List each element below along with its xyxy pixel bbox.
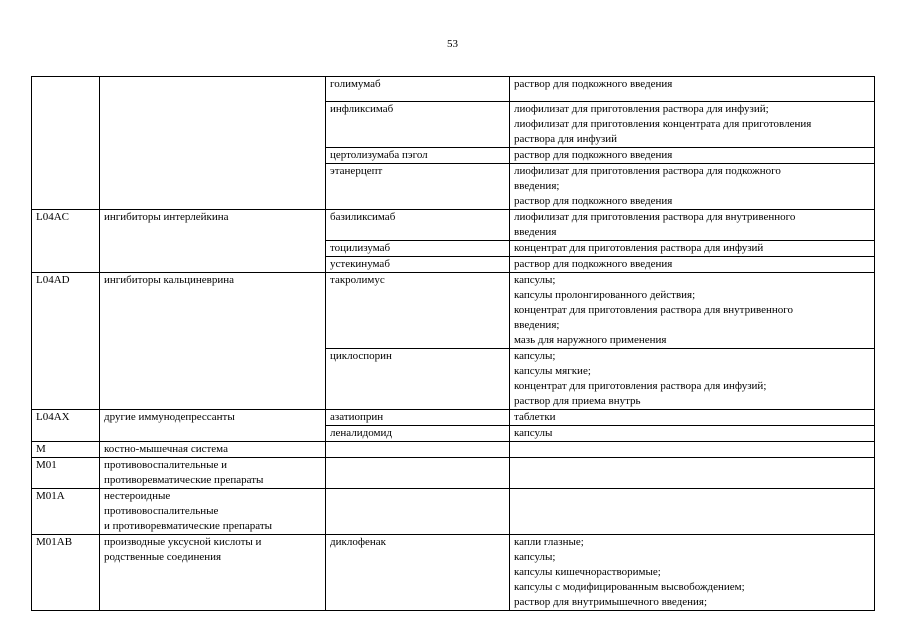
drug-cell: леналидомид [326, 426, 510, 442]
dosage-form: капли глазные; [514, 536, 584, 548]
group-cell [100, 535, 326, 611]
forms-cell [510, 210, 875, 241]
group-line: противовоспалительные и [104, 459, 228, 471]
dosage-form: мазь для наружного применения [514, 334, 667, 346]
dosage-form: таблетки [514, 411, 556, 423]
dosage-form: капсулы кишечнорастворимые; [514, 566, 661, 578]
dosage-form: лиофилизат для приготовления концентрата для приготовления [514, 118, 812, 130]
group-line: противовоспалительные [104, 505, 219, 517]
drug-cell: этанерцепт [326, 164, 510, 210]
forms-cell [510, 349, 875, 410]
group-line: нестероидные [104, 490, 171, 502]
drug-cell: голимумаб [326, 77, 510, 102]
drug-cell: инфликсимаб [326, 102, 510, 148]
group-line: родственные соединения [104, 551, 222, 563]
atc-code-cell: L04AC [32, 210, 100, 273]
group-line: и противоревматические препараты [104, 520, 273, 532]
table-row [32, 442, 875, 458]
atc-code-cell: L04AD [32, 273, 100, 410]
dosage-form: концентрат для приготовления раствора для инфузий [514, 242, 764, 254]
forms-cell [510, 148, 875, 164]
table-row [32, 535, 875, 611]
drug-cell: циклоспорин [326, 349, 510, 410]
atc-code-cell: M [32, 442, 100, 458]
drug-table [31, 76, 875, 611]
table-row [32, 210, 875, 241]
dosage-form: раствор для внутримышечного введения; [514, 596, 708, 608]
dosage-form: капсулы; [514, 274, 556, 286]
dosage-form: капсулы с модифицированным высвобождением; [514, 581, 745, 593]
forms-cell [510, 442, 875, 458]
dosage-form: лиофилизат для приготовления раствора для инфузий; [514, 103, 769, 115]
drug-cell [326, 458, 510, 489]
dosage-form: капсулы; [514, 350, 556, 362]
dosage-form: лиофилизат для приготовления раствора для подкожного [514, 165, 781, 177]
drug-cell [326, 489, 510, 535]
dosage-form: введения; [514, 319, 560, 331]
drug-cell [326, 442, 510, 458]
table-row [32, 410, 875, 426]
forms-cell [510, 489, 875, 535]
group-cell [100, 489, 326, 535]
group-cell [100, 77, 326, 210]
group-cell [100, 458, 326, 489]
group-line: противоревматические препараты [104, 474, 264, 486]
atc-code-cell: M01AB [32, 535, 100, 611]
dosage-form: раствор для подкожного введения [514, 78, 673, 90]
table-row [32, 273, 875, 349]
forms-cell [510, 77, 875, 102]
dosage-form: раствор для подкожного введения [514, 149, 673, 161]
dosage-form: раствор для подкожного введения [514, 258, 673, 270]
table-row [32, 489, 875, 535]
dosage-form: капсулы [514, 427, 553, 439]
atc-code-cell: L04AX [32, 410, 100, 442]
atc-code-cell [32, 77, 100, 210]
dosage-form: капсулы пролонгированного действия; [514, 289, 696, 301]
forms-cell [510, 410, 875, 426]
forms-cell [510, 458, 875, 489]
group-line: производные уксусной кислоты и [104, 536, 262, 548]
forms-cell [510, 241, 875, 257]
dosage-form: введения; [514, 180, 560, 192]
forms-cell [510, 164, 875, 210]
dosage-form: капсулы мягкие; [514, 365, 591, 377]
drug-cell: азатиоприн [326, 410, 510, 426]
dosage-form: введения [514, 226, 557, 238]
group-cell: ингибиторы интерлейкина [100, 210, 326, 273]
group-cell: ингибиторы кальциневрина [100, 273, 326, 410]
table-row [32, 458, 875, 489]
forms-cell [510, 535, 875, 611]
drug-cell: цертолизумаба пэгол [326, 148, 510, 164]
drug-cell: устекинумаб [326, 257, 510, 273]
forms-cell [510, 257, 875, 273]
drug-cell: такролимус [326, 273, 510, 349]
dosage-form: лиофилизат для приготовления раствора для внутривенного [514, 211, 796, 223]
dosage-form: раствора для инфузий [514, 133, 617, 145]
atc-code-cell: M01A [32, 489, 100, 535]
group-cell: костно-мышечная система [100, 442, 326, 458]
dosage-form: раствор для подкожного введения [514, 195, 673, 207]
dosage-form: капсулы; [514, 551, 556, 563]
atc-code-cell: M01 [32, 458, 100, 489]
dosage-form: концентрат для приготовления раствора для инфузий; [514, 380, 767, 392]
forms-cell [510, 273, 875, 349]
group-cell: другие иммунодепрессанты [100, 410, 326, 442]
dosage-form: концентрат для приготовления раствора для внутривенного [514, 304, 794, 316]
forms-cell [510, 426, 875, 442]
forms-cell [510, 102, 875, 148]
drug-cell: тоцилизумаб [326, 241, 510, 257]
drug-cell: диклофенак [326, 535, 510, 611]
page-number: 53 [447, 38, 458, 50]
table-row [32, 77, 875, 102]
drug-cell: базиликсимаб [326, 210, 510, 241]
dosage-form: раствор для приема внутрь [514, 395, 641, 407]
